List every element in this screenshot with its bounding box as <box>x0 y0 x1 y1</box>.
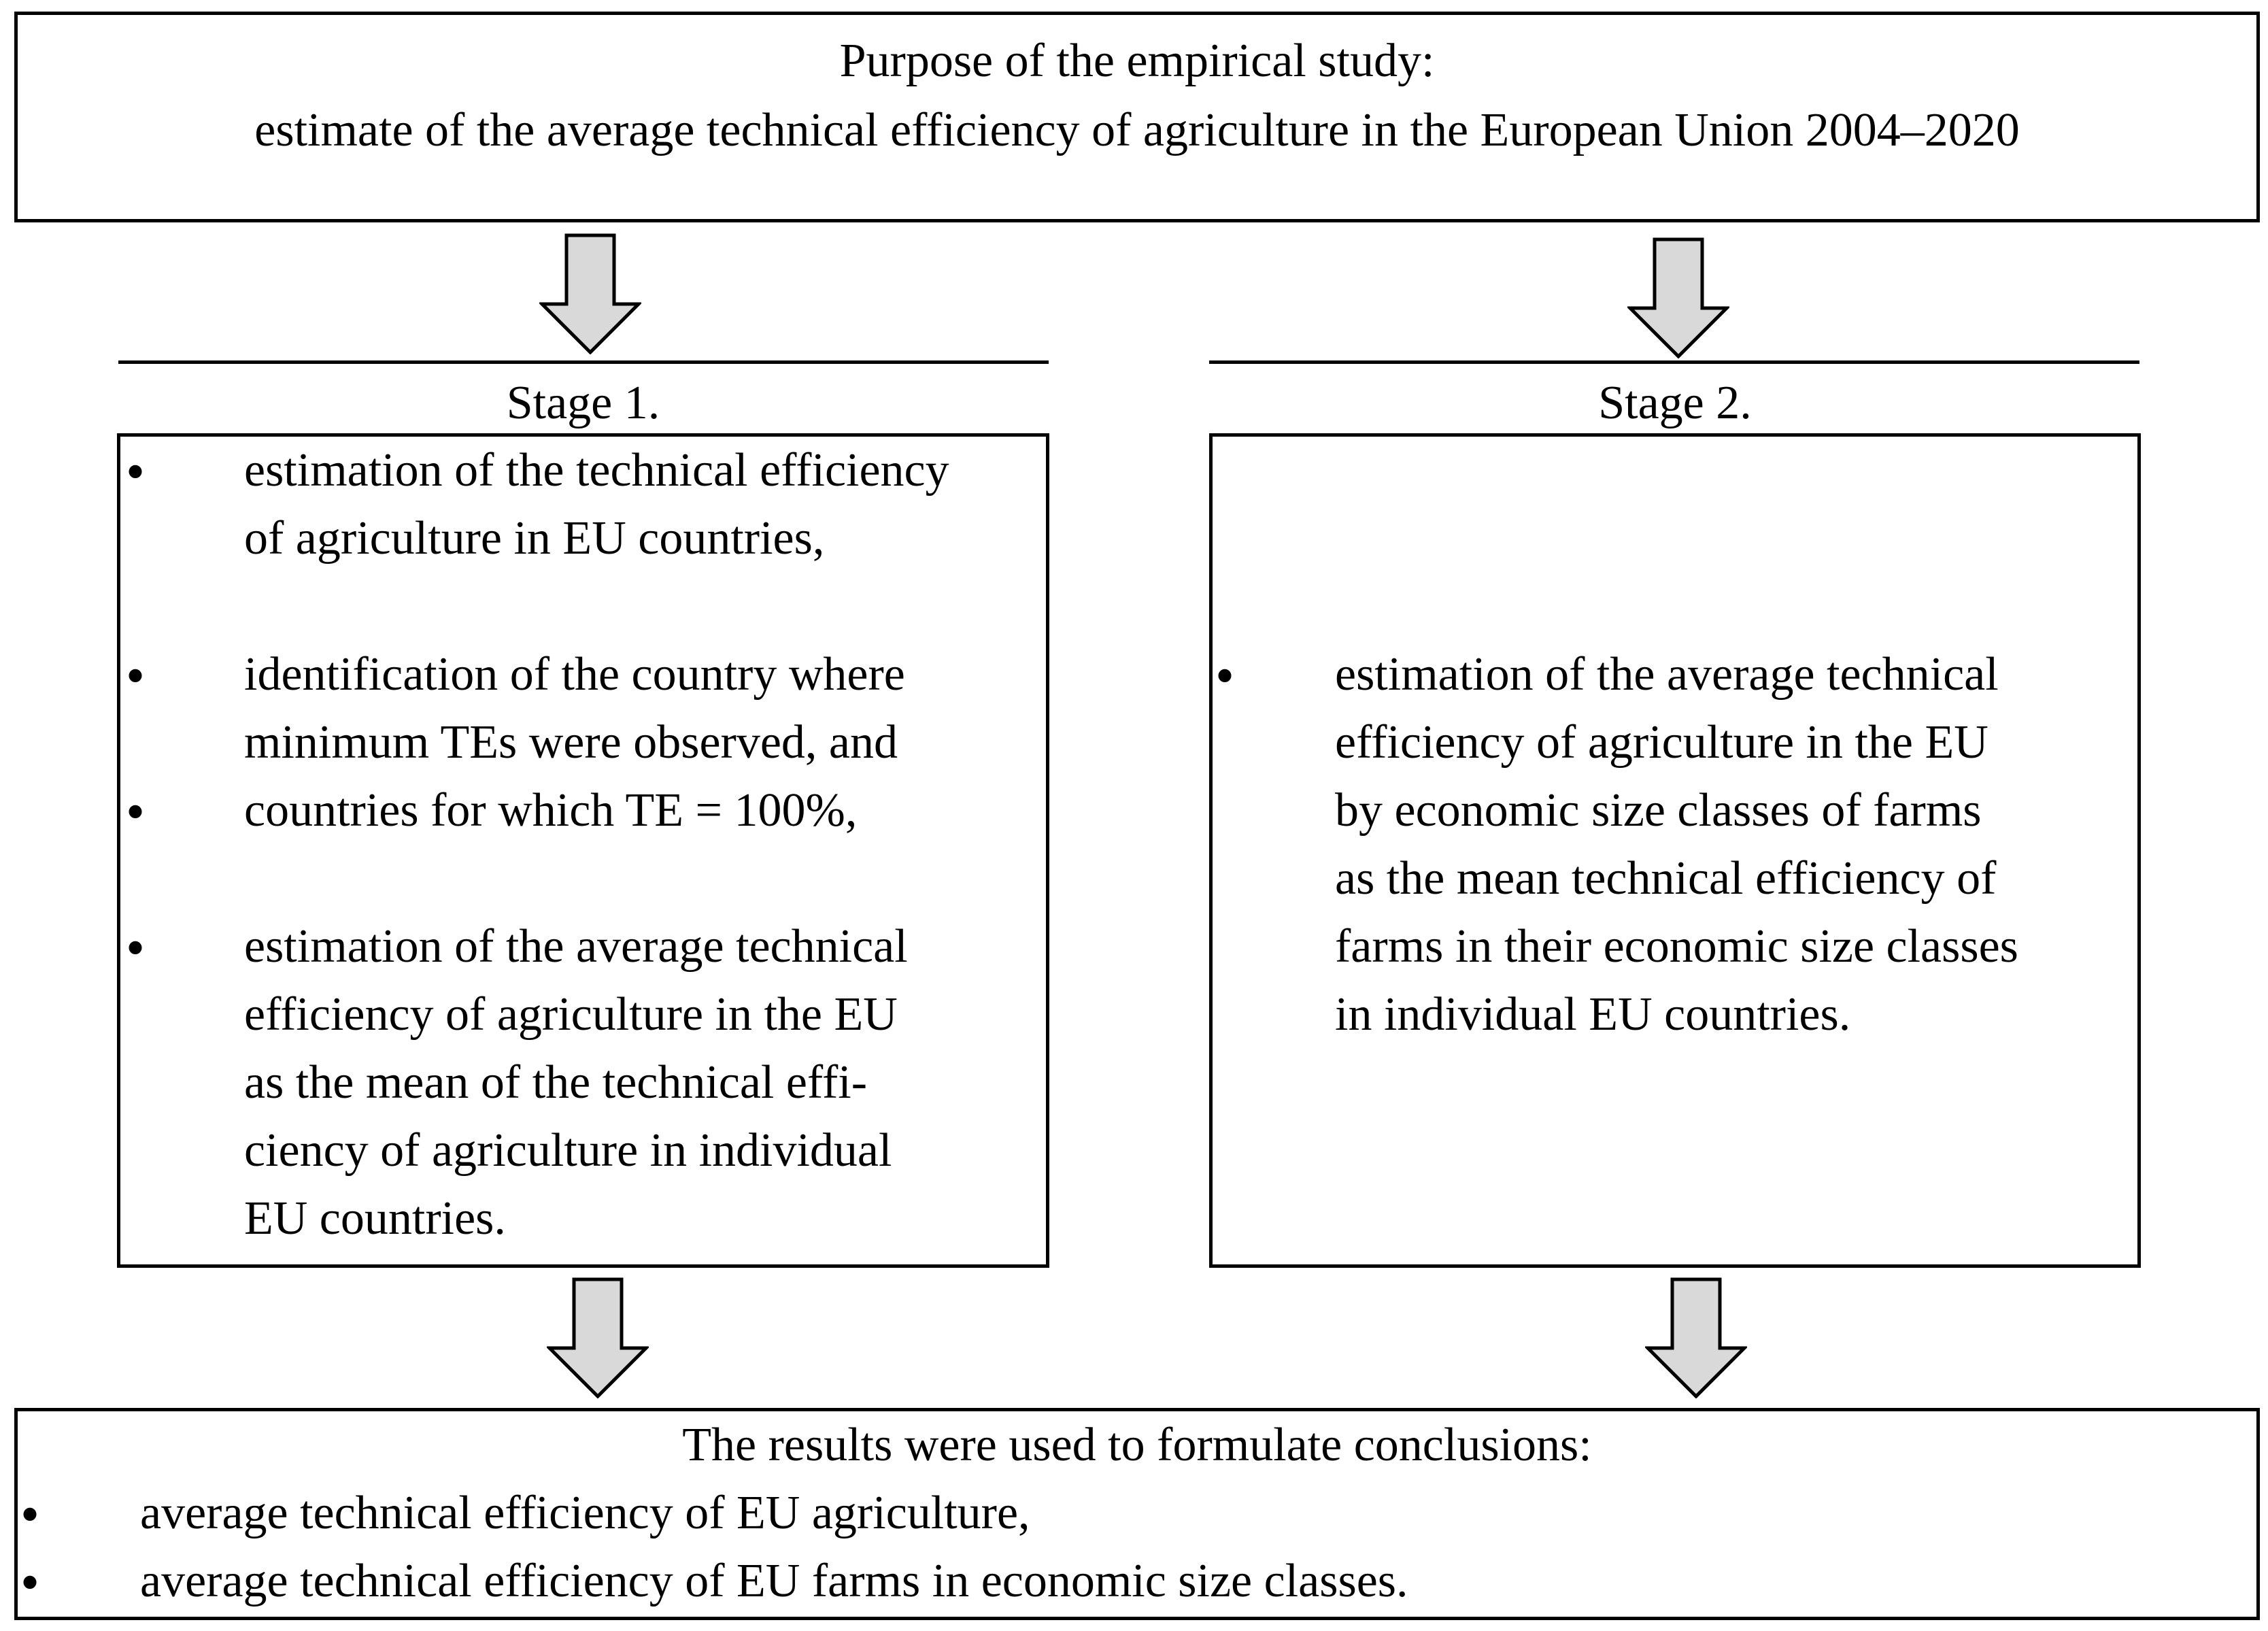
conclusions-title: The results were used to formulate conclusions: <box>682 1419 1592 1471</box>
down-arrow-icon <box>539 233 641 354</box>
bullet-icon <box>20 1549 39 1619</box>
stage-2-item: • estimation of the average technical efficiency of agriculture in the EU by economic size classes of farms as the mean technical efficiency of farms in their economic size classes in individual EU countries. <box>1213 641 2137 1056</box>
down-arrow-icon <box>547 1277 649 1398</box>
conclusion-item: • average technical efficiency of EU farms in economic size classes. <box>18 1547 2256 1615</box>
conclusions-box <box>14 1408 2260 1620</box>
purpose-title: Purpose of the empirical study: <box>839 35 1435 87</box>
stage-1-item: • estimation of the technical efficiency of agriculture in EU countries, <box>120 437 1046 579</box>
stage-1-item: • countries for which TE = 100%, <box>120 777 1046 852</box>
stage-1-title: Stage 1. <box>506 377 660 429</box>
stage-1-item: • identification of the country where minimum TEs were observed, and <box>120 641 1046 784</box>
bullet-icon <box>1215 642 1234 713</box>
purpose-box <box>14 12 2260 222</box>
bullet-icon <box>126 438 145 509</box>
stage-1-divider <box>118 360 1049 364</box>
bullet-icon <box>126 778 145 849</box>
down-arrow-icon <box>1645 1277 1747 1398</box>
bullet-icon <box>126 914 145 985</box>
purpose-subtitle: estimate of the average technical efficiency of agriculture in the European Union 2004–2020 <box>254 104 2020 156</box>
conclusion-item: • average technical efficiency of EU agriculture, <box>18 1479 2256 1547</box>
stage-1-box <box>117 433 1049 1268</box>
bullet-icon <box>126 642 145 713</box>
down-arrow-icon <box>1627 237 1729 358</box>
stage-1-item: • estimation of the average technical efficiency of agriculture in the EU as the mean of the technical effi- ciency of agriculture in individual EU countries. <box>120 913 1046 1260</box>
bullet-icon <box>20 1481 39 1551</box>
stage-2-title: Stage 2. <box>1598 377 1752 429</box>
stage-2-box <box>1209 433 2141 1268</box>
stage-2-divider <box>1209 360 2139 364</box>
